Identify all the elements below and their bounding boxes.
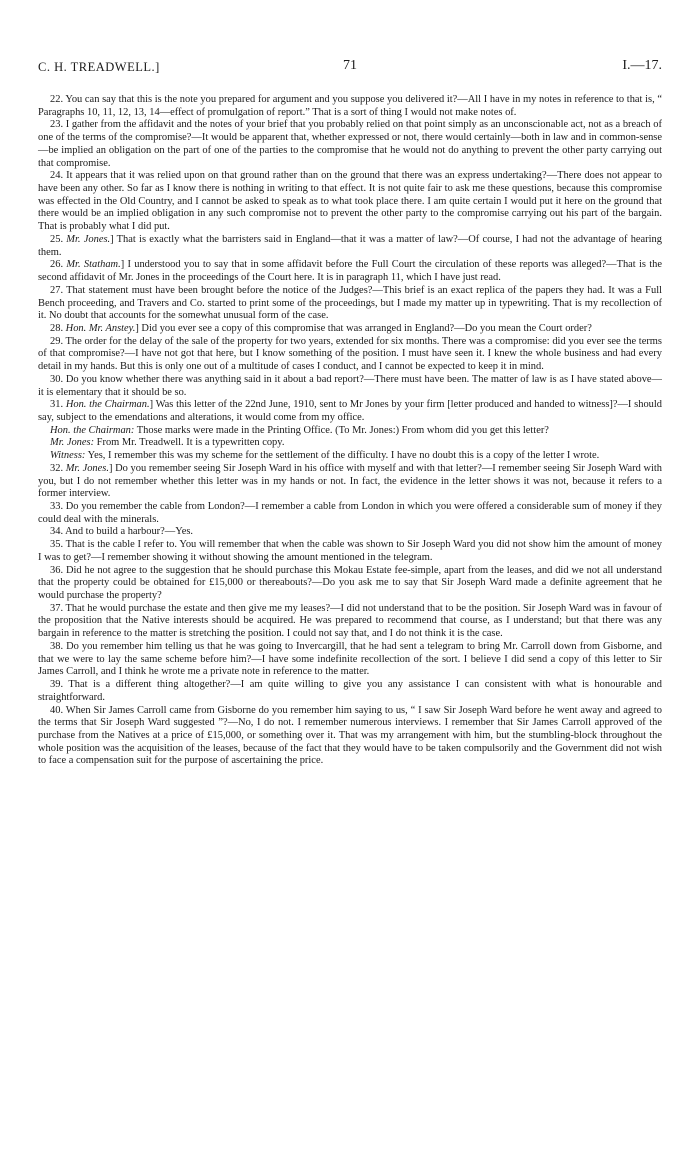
speaker-name: Hon. Mr. Anstey. bbox=[65, 322, 136, 334]
testimony-paragraph bbox=[38, 285, 662, 323]
speaker-name: Mr. Statham. bbox=[66, 259, 121, 271]
testimony-paragraph bbox=[38, 603, 662, 641]
paragraph-text: From Mr. Treadwell. It is a typewritten copy. bbox=[94, 437, 285, 449]
paragraph-text: 40. When Sir James Carroll came from Gisborne do you remember him saying to us, “ I saw Sir Joseph Ward before he went away and agreed to the terms that Sir Joseph Ward suggested ”?—No, I do not. I remember numerous interviews. I remember that Sir James Carroll approved of the purchase from the Natives at a price of £15,000, or something over it. That was my arrangement with him, but the stumbling-block throughout the whole position was the acquisition of the leases, because of the fact that they would have to be taken compulsorily and the Government did not wish to face a compensation suit for the purpose of ascertaining the price. bbox=[38, 704, 662, 767]
paragraph-text: 33. Do you remember the cable from London?—I remember a cable from London in which you were offered a considerable sum of money if they could deal with the minerals. bbox=[38, 501, 662, 525]
paragraph-text: 36. Did he not agree to the suggestion that he should purchase this Mokau Estate fee-simple, apart from the leases, and did we not all understand that the property could be obtained for £15,000 or thereabouts?—Do you ask me to say that Sir Joseph Ward made a definite agreement that he would purchase the property? bbox=[38, 564, 662, 602]
speaker-name: Mr. Jones. bbox=[66, 233, 111, 245]
paragraph-text: 35. That is the cable I refer to. You will remember that when the cable was shown to Sir Joseph Ward you did not show him the amount of money I was to get?—I remember showing it without showing the amount mentioned in the telegram. bbox=[38, 539, 662, 563]
page-header bbox=[38, 58, 662, 80]
testimony-paragraph bbox=[38, 259, 662, 284]
paragraph-text: 38. Do you remember him telling us that he was going to Invercargill, that he had sent a telegram to bring Mr. Carroll down from Gisborne, and that we were to lay the same scheme before him?—I have some indefinite recollection of the sort. I believe I did send a copy of this letter to Sir James Carroll, and I think he wrote me a private note in reference to the matter. bbox=[38, 640, 662, 678]
testimony-paragraph bbox=[38, 336, 662, 374]
paragraph-text: 26. bbox=[50, 259, 67, 271]
page-number: 71 bbox=[343, 58, 357, 73]
speaker-name: Witness: bbox=[50, 450, 86, 462]
paragraph-text: 25. bbox=[50, 233, 67, 245]
speaker-name: Mr. Jones: bbox=[50, 437, 95, 449]
paragraph-text: ] I understood you to say that in some affidavit before the Full Court the circulation of these reports was alleged?—That is the second affidavit of Mr. Jones in the proceedings of the Court here. It is in paragraph 11, which I have just read. bbox=[38, 259, 663, 284]
paragraph-text: 22. You can say that this is the note you prepared for argument and you suppose you delivered it?—All I have in my notes in reference to that is, “ Paragraphs 10, 11, 12, 13, 14—effect of promulgation of report.” That is a sort of thing I would not make notes of. bbox=[38, 94, 662, 118]
paragraph-text: 29. The order for the delay of the sale of the property for two years, extended for six months. There was a compromise: did you ever see the terms of that compromise?—I have not got that here, but I know something of the position. I must have seen it. I knew the whole business and had every detail in my hands. But this is only one out of a multitude of cases I conduct, and I cannot be expected to keep it in mind. bbox=[38, 335, 662, 373]
testimony-paragraph bbox=[38, 170, 662, 234]
paragraph-text: ] Do you remember seeing Sir Joseph Ward in his office with myself and with that letter?—I remember seeing Sir Joseph Ward with you, but I do not remember whether this letter was in my hands or not. In fact, the evidence in the letter shows it was not, because it refers to a former interview. bbox=[38, 462, 662, 500]
paragraph-text: 32. bbox=[50, 462, 66, 474]
paragraph-text: 34. And to build a harbour?—Yes. bbox=[50, 526, 194, 538]
paragraph-text: 30. Do you know whether there was anything said in it about a bad report?—There must have been. The matter of law is as I have stated above—it is elementary that it should be so. bbox=[38, 373, 662, 398]
paragraph-text: ] That is exactly what the barristers said in England—that it was a matter of law?—Of course, I had not the advantage of hearing them. bbox=[38, 233, 662, 258]
testimony-paragraph bbox=[38, 565, 662, 603]
paragraph-text: 39. That is a different thing altogether?—I am quite willing to give you any assistance I can consistent with what is honourable and straightforward. bbox=[38, 679, 662, 703]
testimony-paragraph bbox=[38, 399, 662, 424]
speaker-name: Mr. Jones. bbox=[65, 462, 109, 474]
testimony-paragraph bbox=[38, 437, 662, 450]
testimony-paragraph bbox=[38, 539, 662, 564]
paragraph-text: 31. bbox=[50, 399, 66, 411]
testimony-paragraph bbox=[38, 641, 662, 679]
paragraph-text: ] Did you ever see a copy of this compromise that was arranged in England?—Do you mean the Court order? bbox=[135, 322, 592, 334]
testimony-paragraph bbox=[38, 450, 662, 463]
paragraph-text: Those marks were made in the Printing Office. (To Mr. Jones:) From whom did you get this letter? bbox=[134, 424, 549, 436]
testimony-paragraph bbox=[38, 463, 662, 501]
testimony-paragraph bbox=[38, 374, 662, 399]
testimony-paragraph bbox=[38, 679, 662, 704]
testimony-paragraph bbox=[38, 94, 662, 119]
paragraph-text: 27. That statement must have been brought before the notice of the Judges?—This brief is an exact replica of the papers they had. It was a Full Bench proceeding, and Travers and Co. started to print some of the proceedings, but I made my matter up in typewriting. That is my recollection of it. No doubt that accounts for the somewhat unusual form of the case. bbox=[38, 284, 662, 322]
speaker-name: Hon. the Chairman: bbox=[50, 424, 135, 436]
paragraph-text: 37. That he would purchase the estate and then give me my leases?—I did not understand that to be the position. Sir Joseph Ward was in favour of the proposition that the Native interests should be acquired. He was prepared to recommend that course, as I understand; but that there was any bargain in reference to the matter is stretching the position. I could not say that, and I do not think it is the case. bbox=[38, 602, 662, 640]
paragraph-text: 24. It appears that it was relied upon on that ground rather than on the ground that there was an express undertaking?—There does not appear to have been any other. So far as I know there is nothing in writing to that effect. It is not quite fair to ask me these questions, because this compromise was effected in the Old Country, and I cannot be asked to speak as to what took place there. I am quite certain I would put it here on the ground that there would be an implied obligation in any such compromise not to prevent the other party to the compromise carrying out his part of the bargain. That is probably what I did put. bbox=[38, 170, 662, 233]
paragraph-text: 28. bbox=[50, 322, 66, 334]
document-page bbox=[38, 58, 662, 768]
testimony-body bbox=[38, 94, 662, 768]
testimony-paragraph bbox=[38, 323, 662, 336]
paragraph-text: 23. I gather from the affidavit and the notes of your brief that you probably relied on that point simply as an unconscionable act, not as a breach of one of the terms of the compromise?—It would be apparent that, whether expressed or not, there would certainly—both in law and in common-sense—be implied an obligation on the part of one of the parties to the compromise that he would not do anything to prevent the other party carrying out that compromise. bbox=[38, 119, 662, 169]
testimony-paragraph bbox=[38, 526, 662, 539]
testimony-paragraph bbox=[38, 119, 662, 170]
speaker-name: Hon. the Chairman. bbox=[65, 399, 150, 411]
paragraph-text: ] Was this letter of the 22nd June, 1910, sent to Mr Jones by your firm [letter produced and handed to witness]?—I should say, subject to the emendations and alterations, it would come from my office. bbox=[38, 399, 662, 423]
testimony-paragraph bbox=[38, 501, 662, 526]
testimony-paragraph bbox=[38, 425, 662, 438]
paper-reference: I.—17. bbox=[622, 58, 662, 73]
paragraph-text: Yes, I remember this was my scheme for the settlement of the difficulty. I have no doubt this is a copy of the letter I wrote. bbox=[85, 450, 600, 462]
testimony-paragraph bbox=[38, 705, 662, 769]
testimony-paragraph bbox=[38, 234, 662, 259]
header-author: C. H. TREADWELL.] bbox=[38, 60, 160, 74]
